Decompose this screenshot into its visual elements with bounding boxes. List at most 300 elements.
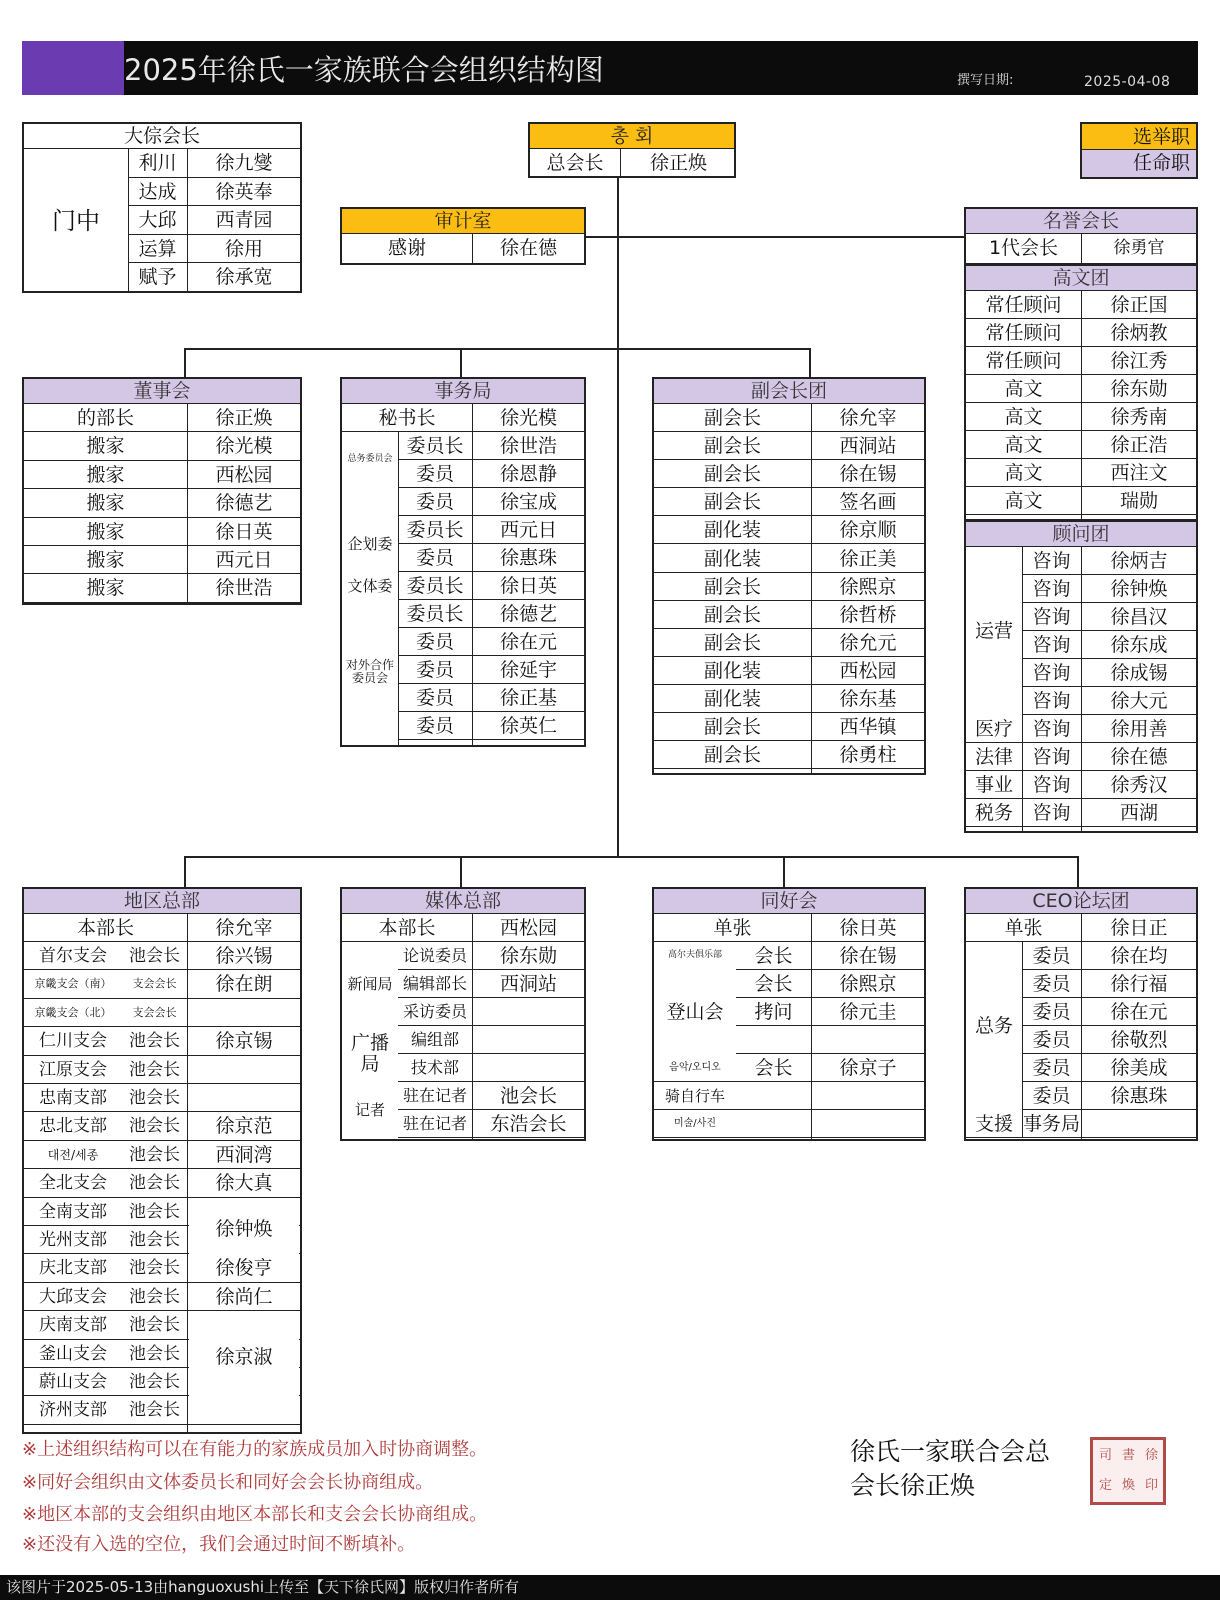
menzhong-row [128,149,300,178]
secretariat-row [398,488,584,516]
gaowen-row [966,459,1196,487]
seal-stamp: 司 書 徐 定 煥 印 [1090,1437,1166,1505]
hobby-audio-row [654,1054,924,1082]
regional-cell: 池会长 [129,1173,180,1194]
regional-cell: 池会长 [129,1031,180,1052]
hobby-bike-cell: 骑自行车 [664,1087,725,1105]
regional-cell: 徐俊亨 [215,1257,273,1280]
board-cell: 徐德艺 [215,492,273,515]
legend-elected: 选举职 [1082,124,1196,150]
regional-row [24,1169,300,1197]
ceo-row [1022,1082,1196,1110]
ceo-cell: 委员 [1032,1001,1071,1023]
connector-vice [809,348,811,378]
board-cell: 搬家 [86,577,125,600]
secretariat-row [398,712,584,740]
advisory-extra-cell: 咨询 [1032,774,1071,796]
hobby-row [736,998,924,1026]
board-cell: 徐日英 [215,520,273,543]
hobby-cell: 会长 [754,973,793,995]
menzhong-group-label: 门中 [52,206,100,235]
secretariat-cell: 徐正基 [499,687,557,709]
general-assembly-role: 总会长 [546,152,604,174]
media-row [398,1082,584,1110]
hobby-cell [736,1026,811,1053]
regional-row [24,1056,300,1084]
regional-row [24,1112,300,1140]
advisory-extra-cell: 咨询 [1032,718,1071,740]
advisory-row [1022,687,1196,715]
regional-cell: 光州支部 [39,1230,107,1250]
hobby-cell: 徐元圭 [839,1001,897,1023]
vice-chair-cell: 西松园 [839,659,897,682]
hobby-bike-cell [736,1082,811,1109]
hobby-art-cell [736,1110,811,1137]
media-group-reporter: 记者 [354,1100,385,1119]
menzhong-row [128,235,300,264]
advisory-cell: 咨询 [1032,662,1071,684]
gaowen-row [966,403,1196,431]
vice-chair-row [654,685,924,713]
secretariat-cell: 委员 [415,491,454,513]
regional-cell: 釜山支会 [39,1343,107,1364]
secretariat-cell: 委员长 [406,435,464,457]
regional-hq-title: 地区总部 [24,889,300,914]
secretariat-cell: 徐延宇 [499,659,557,681]
secretariat-group-culture: 文体委 [347,576,393,595]
board-row [24,518,300,546]
menzhong-cell: 利川 [138,152,177,174]
advisory-cell: 咨询 [1032,550,1071,572]
ceo-row [1022,1054,1196,1082]
board-row [24,489,300,517]
vice-chair-row [654,573,924,601]
advisory-cell: 咨询 [1032,606,1071,628]
vice-chair-cell: 副会长 [703,603,761,626]
regional-cell: 大邱支会 [39,1286,107,1307]
general-assembly-name: 徐正焕 [649,152,707,174]
regional-cell: 대전/세종 [47,1147,99,1162]
secretariat-cell: 委员 [415,659,454,681]
secretariat-row [398,656,584,684]
media-cell: 技术部 [410,1058,459,1077]
media-cell: 徐东勋 [499,945,557,967]
regional-cell: 池会长 [129,1286,180,1307]
media-cell: 驻在记者 [402,1086,467,1105]
audit-office-title: 审计室 [342,209,584,234]
media-hq-title: 媒体总部 [342,889,584,914]
secretariat-head-row [342,404,584,432]
board-row [24,432,300,460]
regional-cell: 西洞湾 [215,1143,273,1166]
ceo-head-cell: 徐日正 [1110,917,1168,939]
advisory-row [1022,631,1196,659]
ceo-cell: 委员 [1032,1085,1071,1107]
advisory-cell: 徐东成 [1110,634,1168,656]
media-head-row [342,914,584,942]
gaowen-cell: 高文 [1004,434,1043,456]
advisory-group-operations: 运营 [974,619,1013,642]
media-cell: 编组部 [410,1030,459,1049]
vice-chair-row [654,629,924,657]
media-row [398,998,584,1026]
media-cell: 西洞站 [499,973,557,995]
vice-chair-cell: 徐允宰 [839,407,897,429]
secretariat-row [398,684,584,712]
note-4: ※还没有入选的空位，我们会通过时间不断填补。 [22,1534,416,1555]
general-assembly-box [528,122,736,178]
board-row [24,404,300,432]
vice-chair-row [654,460,924,488]
board-cell: 的部长 [76,407,134,429]
advisory-cell: 咨询 [1032,578,1071,600]
connector-audit [584,236,618,238]
ceo-cell: 徐在均 [1110,945,1168,967]
regional-cell: 池会长 [129,1372,180,1392]
vice-chair-row [654,601,924,629]
vice-chair-cell: 徐在锡 [839,463,897,486]
vice-chair-cell: 徐京顺 [839,519,897,542]
signature-line-1: 徐氏一家联合会总 [850,1437,1051,1466]
gaowen-title: 高文团 [966,266,1196,291]
advisory-cell: 徐大元 [1110,690,1168,712]
vice-chair-cell: 副会长 [703,575,761,598]
advisory-extra-cell: 法律 [974,746,1013,768]
regional-row [24,1141,300,1169]
secretariat-cell: 委员长 [406,519,464,541]
menzhong-cell: 运算 [138,237,177,260]
advisory-extra-cell: 徐在德 [1110,746,1168,768]
advisory-cell: 咨询 [1032,690,1071,712]
vice-chair-row [654,741,924,769]
vice-chair-cell: 副化装 [703,659,761,682]
vice-chair-cell: 徐哲桥 [839,603,897,626]
ceo-cell: 徐美成 [1110,1057,1168,1079]
ceo-support-cell [1082,1110,1196,1137]
secretariat-cell: 委员 [415,463,454,485]
regional-row [24,1396,300,1424]
gaowen-cell: 徐炳教 [1110,322,1168,344]
media-cell: 采访委员 [402,1002,467,1021]
advisory-extra-cell: 咨询 [1032,746,1071,768]
secretariat-cell: 西元日 [499,519,557,541]
secretariat-cell: 委员长 [406,603,464,625]
connector-honor [618,236,964,238]
menzhong-cell: 赋予 [138,266,177,289]
hobby-bike-cell [812,1082,924,1109]
menzhong-cell: 大邱 [138,209,177,232]
secretariat-cell: 委员 [415,687,454,709]
advisory-title: 顾问团 [966,522,1196,547]
vice-chair-cell: 副化装 [703,519,761,542]
advisory-cell: 徐昌汉 [1110,606,1168,628]
media-row [398,1026,584,1054]
gaowen-box [964,264,1198,521]
menzhong-row [128,263,300,292]
hobby-club-box [652,887,926,1141]
media-head-cell: 西松园 [499,917,557,939]
signature [850,1435,1050,1503]
regional-cell: 徐京锡 [215,1030,273,1053]
note-2: ※同好会组织由文体委员长和同好会会长协商组成。 [22,1472,434,1493]
media-hq-box [340,887,586,1141]
hobby-group-mountain: 登山会 [666,1000,724,1023]
vice-chair-cell: 西洞站 [839,435,897,458]
vice-chair-row [654,404,924,432]
signature-line-2: 会长徐正焕 [850,1471,976,1500]
hobby-club-title: 同好会 [654,889,924,914]
vice-chair-cell: 副会长 [703,435,761,458]
regional-cell: 仁川支会 [39,1031,107,1052]
secretariat-row [398,544,584,572]
honorary-chair-title: 名誉会长 [966,209,1196,234]
ceo-cell: 徐惠珠 [1110,1085,1168,1107]
advisory-extra-cell: 事业 [974,774,1013,796]
vice-chair-cell: 徐允元 [839,631,897,654]
gaowen-row [966,347,1196,375]
regional-cell: 徐兴锡 [215,945,273,967]
gaowen-cell: 徐正国 [1110,294,1168,316]
media-cell [473,1026,584,1053]
board-cell: 搬家 [86,435,125,458]
vice-chair-box [652,377,926,775]
regional-cell: 徐尚仁 [215,1285,273,1308]
regional-head-cell: 徐允宰 [215,917,273,939]
secretariat-cell: 徐世浩 [499,435,557,457]
footer-copyright: 该图片于2025-05-13由hanguoxushi上传至【天下徐氏网】版权归作者所有 [0,1575,1220,1600]
hobby-cell: 拷问 [754,1001,793,1023]
gaowen-row [966,431,1196,459]
title-accent [22,41,124,95]
regional-cell: 池会长 [129,1315,180,1336]
audit-office-name: 徐在德 [499,237,557,259]
menzhong-cell: 西青园 [215,209,273,232]
regional-cell: 蔚山支会 [39,1372,107,1392]
regional-cell: 首尔支会 [39,946,107,966]
gaowen-cell: 高文 [1004,462,1043,484]
ceo-row [1022,1026,1196,1054]
gaowen-row [966,319,1196,347]
gaowen-cell: 高文 [1004,490,1043,512]
advisory-extra-cell: 税务 [974,802,1013,824]
regional-cell: 池会长 [129,1258,180,1279]
advisory-row [1022,547,1196,575]
audit-office-box [340,207,586,265]
legend-appointed: 任命职 [1082,150,1196,177]
regional-cell: 池会长 [129,1230,180,1250]
regional-cell: 徐京范 [215,1115,273,1138]
media-cell: 编辑部长 [402,974,467,993]
ceo-cell: 委员 [1032,1029,1071,1051]
gaowen-row [966,375,1196,403]
board-row [24,461,300,489]
vice-chair-cell: 副化装 [703,688,761,710]
hobby-art-row [654,1110,924,1138]
hobby-row [736,942,924,970]
ceo-cell: 委员 [1032,1057,1071,1079]
advisory-cell: 徐炳吉 [1110,550,1168,572]
hobby-cell [812,1026,924,1053]
hobby-cell: 会长 [754,945,793,967]
menzhong-cell: 徐英奉 [215,180,273,203]
regional-head-row [24,914,300,942]
vice-chair-row [654,713,924,741]
menzhong-title: 大倧会长 [24,124,300,149]
menzhong-cell: 达成 [138,180,177,203]
board-cell: 搬家 [86,520,125,543]
ceo-row [1022,998,1196,1026]
advisory-extra-cell: 医疗 [974,718,1013,740]
media-group-news: 新闻局 [347,974,393,993]
gaowen-cell: 常任顾问 [985,294,1062,316]
connector-region [184,856,186,888]
menzhong-cell: 徐九燮 [215,152,273,174]
advisory-extra-row [966,799,1196,827]
secretariat-row [398,600,584,628]
regional-cell: 池会长 [129,1201,180,1222]
audit-office-role: 感谢 [387,237,426,259]
hobby-audio-cell: 会长 [754,1057,793,1079]
ceo-support-cell: 支援 [974,1113,1013,1135]
advisory-row [1022,659,1196,687]
secretariat-cell: 徐德艺 [499,603,557,625]
advisory-extra-cell: 咨询 [1032,802,1071,824]
ceo-cell: 徐在元 [1110,1001,1168,1023]
hobby-head-row [654,914,924,942]
ceo-row [1022,942,1196,970]
vice-chair-cell: 徐熙京 [839,575,897,598]
secretariat-box [340,377,586,747]
regional-cell [188,1396,300,1423]
page-title: 2025年徐氏一家族联合会组织结构图 [124,53,604,87]
media-cell: 论说委员 [402,946,467,965]
vice-chair-row [654,545,924,573]
regional-cell: 全北支会 [39,1173,107,1194]
advisory-extra-row [966,743,1196,771]
vice-chair-cell: 副会长 [703,716,761,739]
menzhong-cell: 徐承宽 [215,266,273,289]
connector-ceo [1077,856,1079,888]
regional-cell: 池会长 [129,1116,180,1137]
secretariat-row [398,432,584,460]
secretariat-cell: 徐恩静 [499,463,557,485]
general-assembly-title: 총 회 [530,124,734,149]
regional-hq-box [22,887,302,1434]
media-group-broadcast: 广播局 [350,1032,389,1075]
board-cell: 徐光模 [215,435,273,458]
menzhong-box [22,122,302,293]
regional-cell: 徐在朗 [215,973,273,996]
regional-cell: 徐大真 [215,1172,273,1195]
board-cell: 搬家 [86,492,125,515]
gaowen-cell: 高文 [1004,406,1043,428]
regional-cell: 池会长 [129,1400,180,1421]
regional-cell: 江原支会 [39,1059,107,1080]
media-cell [473,1054,584,1081]
hobby-head-cell: 单张 [713,917,752,939]
regional-cell: 支会会长 [132,977,177,991]
menzhong-cell: 徐用 [224,237,263,260]
vice-chair-cell: 副会长 [703,744,761,767]
note-1: ※上述组织结构可以在有能力的家族成员加入时协商调整。 [22,1439,488,1460]
vice-chair-cell: 副会长 [703,407,761,429]
vice-chair-cell: 徐正美 [839,547,897,570]
regional-cell: 池会长 [129,1088,180,1108]
secretariat-cell: 徐日英 [499,575,557,597]
hobby-art-cell [812,1110,924,1137]
secretariat-row [398,516,584,544]
advisory-extra-cell: 徐秀汉 [1110,774,1168,796]
date-label: 撰写日期: [957,73,1014,88]
ceo-head-row [966,914,1196,942]
secretariat-cell: 委员 [415,547,454,569]
media-head-cell: 本部长 [378,917,436,939]
board-title: 董事会 [24,379,300,404]
regional-head-cell: 本部长 [76,917,134,939]
secretariat-cell: 徐惠珠 [499,547,557,569]
media-row [398,1110,584,1138]
gaowen-cell: 常任顾问 [985,350,1062,372]
secretariat-head-cell: 徐光模 [499,407,557,429]
board-row [24,546,300,574]
ceo-row [1022,970,1196,998]
advisory-box [964,520,1198,833]
regional-cell [188,999,300,1026]
vice-chair-cell: 副化装 [703,547,761,570]
regional-row [24,1254,300,1282]
vice-chair-cell: 徐勇柱 [839,744,897,767]
note-3: ※地区本部的支会组织由地区本部长和支会会长协商组成。 [22,1504,488,1525]
board-cell: 徐正焕 [215,407,273,429]
vice-chair-cell: 副会长 [703,491,761,514]
vice-chair-title: 副会长团 [654,379,924,404]
vice-chair-cell: 签名画 [839,491,897,514]
regional-row [24,1084,300,1112]
connector-lower-bus [184,856,1079,858]
vice-chair-row [654,516,924,544]
menzhong-row [128,206,300,235]
hobby-audio-cell: 음악/오디오 [669,1062,721,1073]
secretariat-group-general: 总务委员会 [347,454,393,465]
connector-media [460,856,462,888]
honorary-chair-role: 1代会长 [988,237,1059,259]
regional-cell: 忠南支部 [39,1088,107,1108]
advisory-cell: 徐钟焕 [1110,578,1168,600]
regional-cell: 京畿支会（北） [34,1005,112,1019]
connector-hobby [783,856,785,888]
hobby-row [736,1026,924,1054]
advisory-cell: 咨询 [1032,634,1071,656]
board-row [24,574,300,602]
advisory-row [1022,603,1196,631]
hobby-row [736,970,924,998]
regional-merged-name: 徐京淑 [189,1315,299,1399]
secretariat-group-external: 对外合作委员会 [345,657,394,685]
vice-chair-cell: 副会长 [703,631,761,654]
title-bar [22,41,1198,95]
secretariat-title: 事务局 [342,379,584,404]
gaowen-cell: 高文 [1004,378,1043,400]
secretariat-row [398,572,584,600]
regional-cell: 支会会长 [132,1005,177,1019]
media-cell: 东浩会长 [490,1113,567,1135]
media-row [398,942,584,970]
menzhong-row [128,178,300,207]
honorary-chair-name: 徐勇官 [1113,238,1165,258]
board-cell: 西元日 [215,549,273,571]
gaowen-cell: 徐秀南 [1110,406,1168,428]
gaowen-row [966,487,1196,515]
